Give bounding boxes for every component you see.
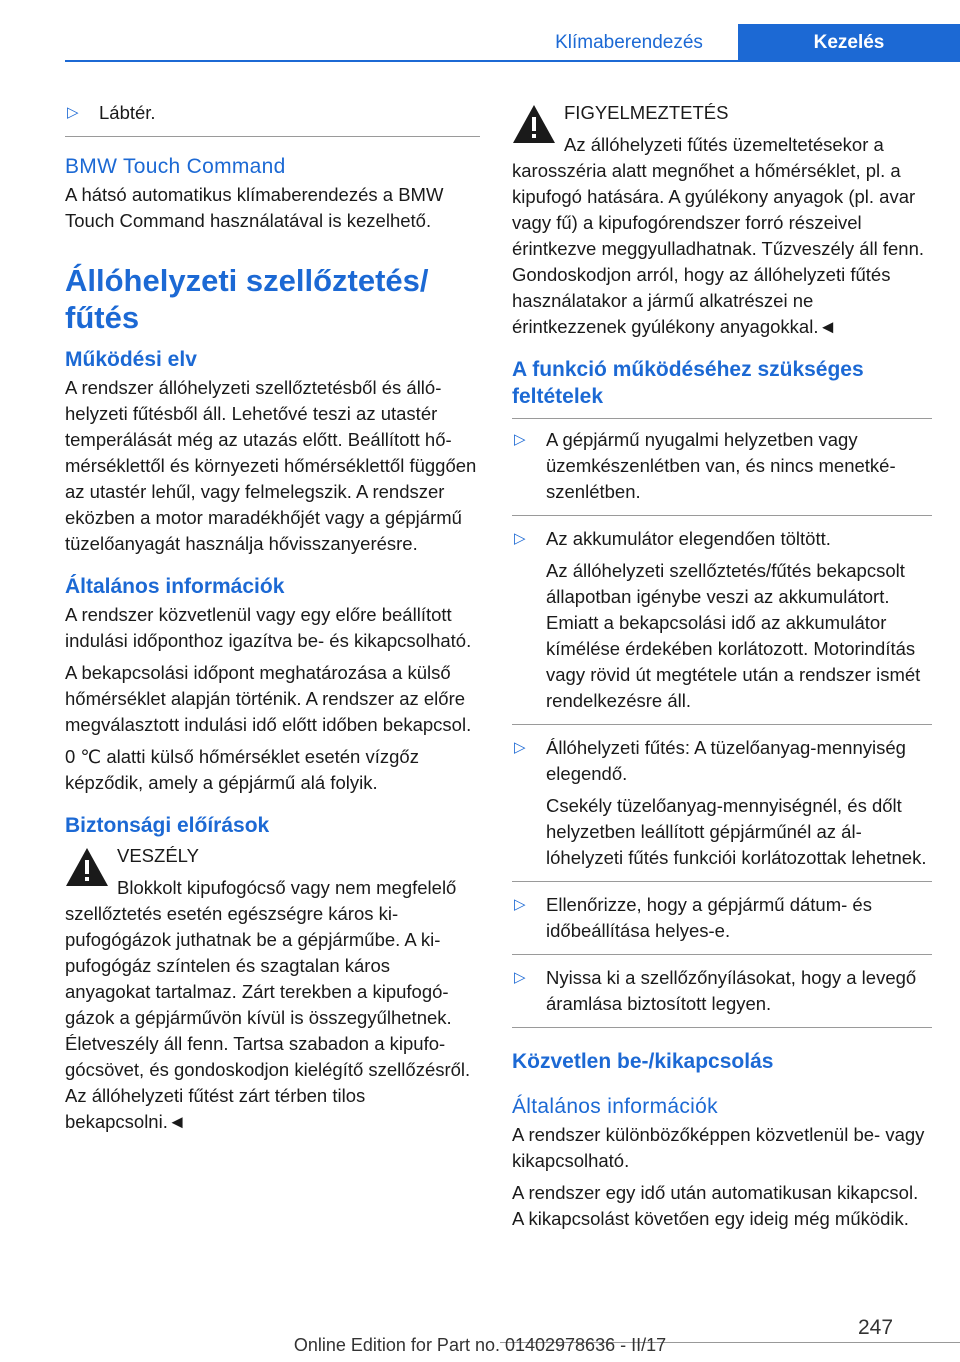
danger-title: VESZÉLY — [117, 845, 199, 866]
paragraph-altalanos-3: 0 ℃ alatti külső hőmérséklet esetén vízgőz képződik, amely a gépjármű alá folyik. — [65, 746, 419, 793]
footer-edition: Online Edition for Part no. 01402978636 - II/17 — [293, 1335, 667, 1355]
list-item: ▷ Ellenőrizze, hogy a gépjármű dátum- és időbeállítása helyes-e. — [512, 892, 932, 955]
header-rule — [65, 60, 960, 62]
list-item: ▷ Állóhelyzeti fűtés: A tüzelőanyag-mennyiség elegendő. Csekély tüzelőanyag-mennyiségnél, és dőlt helyzetben leállított gépjárműnél az állóhelyzeti fűtés funkciói korlátozottak lehetnek. — [512, 735, 932, 882]
right-column — [512, 100, 932, 1238]
paragraph-altalanos-2: A bekapcsolási időpont meghatározása a külső hőmérséklet alapján történik. A rendszer az előre megválasztott indulási idő előtt időben bekapcsol. — [65, 662, 472, 735]
page-number: 247 — [858, 1316, 894, 1339]
header-section-title: Klímaberendezés — [555, 32, 703, 53]
triangle-right-icon: ▷ — [514, 969, 526, 986]
paragraph-mukodesi-elv: A rendszer állóhelyzeti szellőztetésből és állóhelyzeti fűtésből áll. Lehetővé teszi az utastér temperálását még az utazás előtt. Beállított hőmérséklettől és környezeti hőmérséklettől függően az utastér lehűl, vagy felmelegszik. A rendszer eközben a motor maradékhőjét vagy a gépjármű tüzelőanyagát használja hővisszanyerésre. — [65, 377, 477, 554]
warning-title: FIGYELMEZTETÉS — [564, 102, 729, 123]
heading-biztonsagi-eloirasok: Biztonsági előírások — [65, 814, 270, 837]
heading-mukodesi-elv: Működési elv — [65, 348, 197, 371]
danger-text: Blokkolt kipufogócső vagy nem megfelelő szellőztetés esetén egészségre káros kipufogógázok juthatnak be a gépjárműbe. A kipufogógáz színtelen és szagtalan káros anyagokat tartalmaz. Zárt terekben a kipufogógázok a gépjárművön kívül is összegyűlhetnek. Életveszély áll fenn. Tartsa szabadon a kipufogócsövet, és gondoskodjon kielégítő szellőzésről. Az állóhelyzeti fűtést zárt térben tilos bekapcsolni.◄ — [65, 877, 471, 1132]
bullet-labter: ▷ Lábtér. — [65, 100, 480, 137]
triangle-right-icon: ▷ — [514, 739, 526, 756]
heading-altalanos-informaciok: Általános információk — [65, 575, 285, 598]
list-item: ▷ Az akkumulátor elegendően töltött. Az állóhelyzeti szellőztetés/fűtés bekapcsolt állapotban igénybe veszi az akkumulátort. Emiatt a bekapcsolási idő az akkumulátor kímélése érdekében korlátozott. Motorindítás vagy rövid út megtétele után a rendszer ismét rendelkezésre áll. — [512, 526, 932, 725]
warning-text: Az állóhelyzeti fűtés üzemeltetésekor a karosszéria alatt megnőhet a hőmérséklet, pl. a kipufogó hatására. A gyúlékony anyagok (pl. avar vagy fű) a kipufogórendszer forró részeivel érintkezve meggyulladhatnak. Tűzveszély áll fenn. Gondoskodjon arról, hogy az állóhelyzeti fűtés használatakor a jármű alkatrészei ne érintkezzenek gyúlékony anyagokkal.◄ — [512, 134, 925, 337]
heading-touch-command: BMW Touch Command — [65, 155, 286, 178]
paragraph-altalanos-1: A rendszer közvetlenül vagy egy előre beállított indulási időponthoz igazítva be- és kikapcsolható. — [65, 604, 472, 651]
warning-triangle-icon — [65, 847, 109, 887]
page-title: Állóhelyzeti szellőztetés/ fűtés — [65, 263, 429, 335]
list-item: ▷ A gépjármű nyugalmi helyzetben vagy üzemkészenlétben van, és nincs menetkészenlétben. — [512, 427, 932, 516]
warning-triangle-icon — [512, 104, 556, 144]
left-column — [65, 100, 480, 1141]
paragraph-altalanos2-2: A rendszer egy idő után automatikusan kikapcsol. A kikapcsolást követően egy ideig még működik. — [512, 1182, 919, 1229]
triangle-right-icon: ▷ — [514, 896, 526, 913]
triangle-right-icon: ▷ — [514, 431, 526, 448]
heading-kozvetlen: Közvetlen be-/kikapcsolás — [512, 1050, 774, 1073]
conditions-list — [512, 418, 932, 1028]
warning-notice — [512, 100, 932, 340]
heading-altalanos-informaciok-2: Általános információk — [512, 1095, 718, 1118]
paragraph-touch-command: A hátsó automatikus klímaberendezés a BMW Touch Command használatával is kezelhető. — [65, 184, 444, 231]
paragraph-altalanos2-1: A rendszer különbözőképpen közvetlenül be- vagy kikapcsolható. — [512, 1124, 925, 1171]
triangle-right-icon: ▷ — [514, 530, 526, 547]
list-item: ▷ Nyissa ki a szellőzőnyílásokat, hogy a levegő áramlása biztosított legyen. — [512, 965, 932, 1028]
triangle-right-icon: ▷ — [67, 104, 79, 121]
header-tab-kezeles: Kezelés — [738, 24, 960, 62]
heading-feltetelek: A funkció működéséhez szükséges feltételek — [512, 358, 864, 408]
danger-notice — [65, 843, 480, 1135]
